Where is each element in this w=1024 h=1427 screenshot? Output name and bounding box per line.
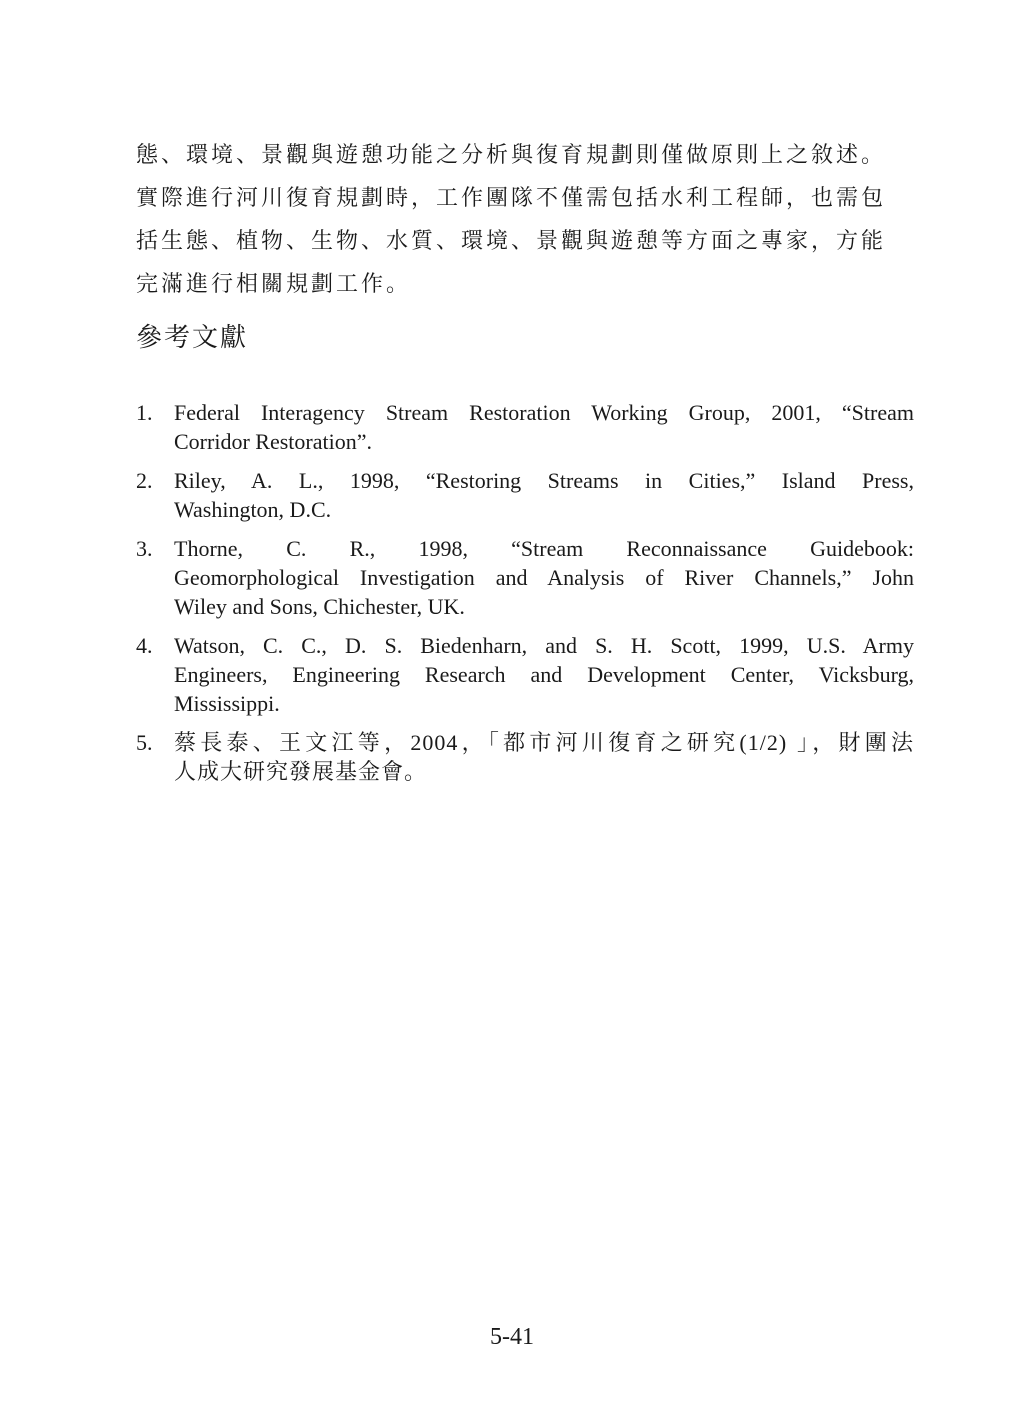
reference-number: 1.: [136, 400, 153, 425]
reference-item-1: [136, 398, 914, 456]
reference-list: [136, 398, 914, 796]
reference-line: Mississippi.: [174, 691, 280, 716]
reference-line: Engineers, Engineering Research and Development Center, Vicksburg,: [174, 662, 914, 687]
reference-line: 蔡長泰、王文江等，2004，「都市河川復育之研究(1/2) 」，財團法: [174, 730, 914, 755]
page-number: 5-41: [490, 1324, 534, 1350]
reference-line: 人成大研究發展基金會。: [174, 759, 428, 784]
reference-line: Thorne, C. R., 1998, “Stream Reconnaissance Guidebook:: [174, 536, 914, 561]
reference-text: [174, 728, 914, 786]
paragraph-line: 括生態、植物、生物、水質、環境、景觀與遊憩等方面之專家，方能: [136, 229, 887, 254]
reference-text: [174, 398, 914, 456]
reference-line: Geomorphological Investigation and Analysis of River Channels,” John: [174, 565, 914, 590]
reference-text: [174, 534, 914, 621]
reference-text: [174, 631, 914, 718]
body-paragraph: [136, 134, 916, 306]
references-heading: 參考文獻: [136, 323, 249, 353]
reference-item-2: [136, 466, 914, 524]
reference-line: Watson, C. C., D. S. Biedenharn, and S. H. Scott, 1999, U.S. Army: [174, 633, 914, 658]
paragraph-line: 實際進行河川復育規劃時，工作團隊不僅需包括水利工程師，也需包: [136, 186, 887, 211]
reference-line: Riley, A. L., 1998, “Restoring Streams in Cities,” Island Press,: [174, 468, 914, 493]
reference-number: 2.: [136, 468, 153, 493]
reference-line: Corridor Restoration”.: [174, 429, 372, 454]
reference-line: Federal Interagency Stream Restoration Working Group, 2001, “Stream: [174, 400, 914, 425]
reference-number: 4.: [136, 633, 153, 658]
reference-line: Wiley and Sons, Chichester, UK.: [174, 594, 465, 619]
reference-item-3: [136, 534, 914, 621]
reference-text: [174, 466, 914, 524]
reference-item-4: [136, 631, 914, 718]
reference-number: 5.: [136, 730, 153, 755]
reference-item-5: [136, 728, 914, 786]
reference-number: 3.: [136, 536, 153, 561]
paragraph-line: 完滿進行相關規劃工作。: [136, 272, 412, 297]
paragraph-line: 態、環境、景觀與遊憩功能之分析與復育規劃則僅做原則上之敘述。: [136, 143, 887, 168]
reference-line: Washington, D.C.: [174, 497, 332, 522]
